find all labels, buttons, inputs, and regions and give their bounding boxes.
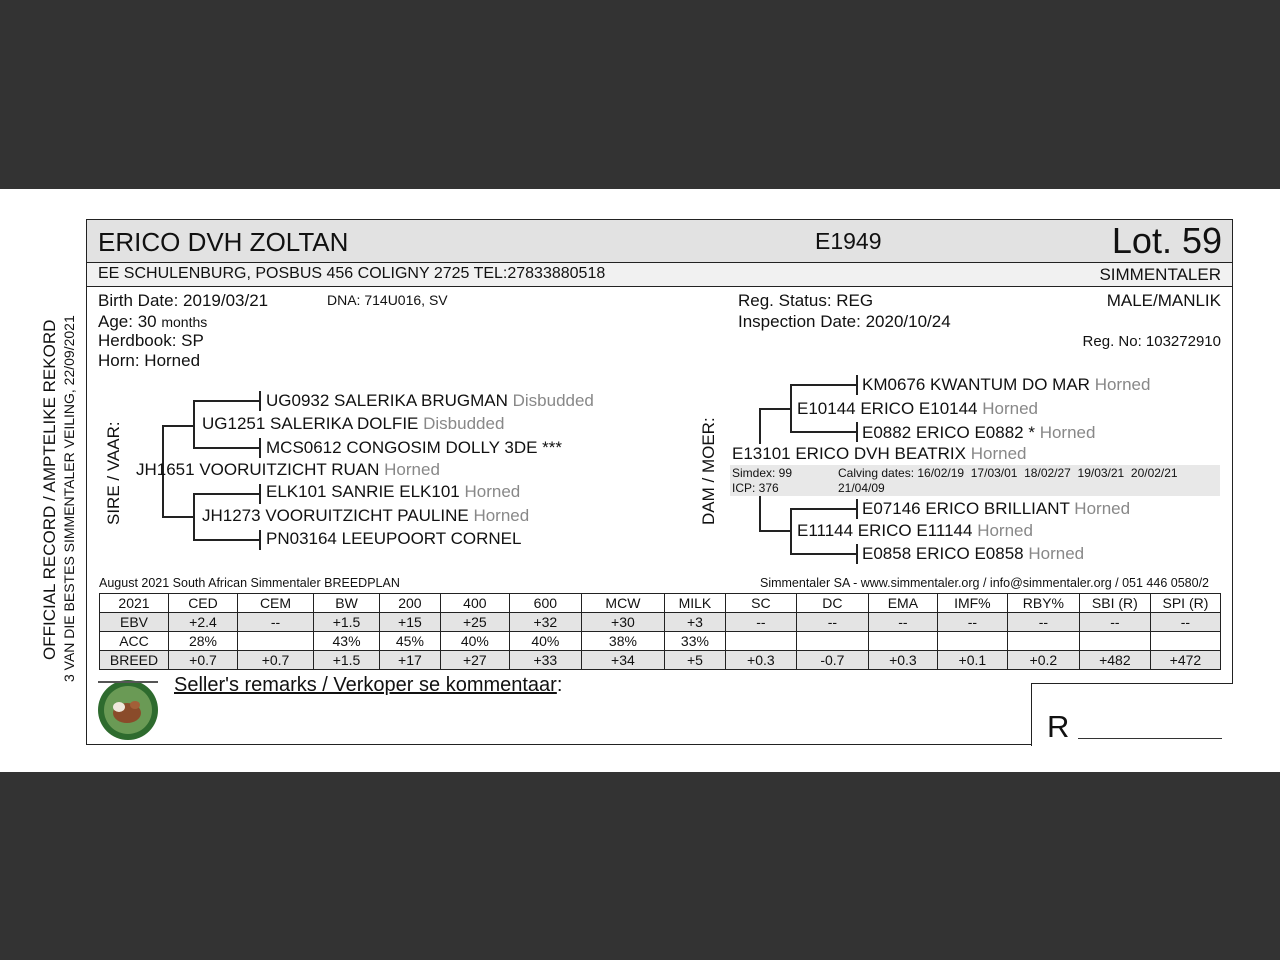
ancestor-name: E0858 ERICO E0858 (862, 544, 1024, 563)
dam-dam-dam (862, 544, 1084, 564)
table-cell: +0.2 (1007, 651, 1079, 670)
table-cell: +2.4 (168, 613, 237, 632)
age-unit: months (161, 314, 208, 330)
table-cell: +32 (509, 613, 581, 632)
ancestor-name: ELK101 SANRIE ELK101 (266, 482, 460, 501)
sex: MALE/MANLIK (1106, 291, 1221, 310)
inspection-date: Inspection Date: 2020/10/24 (738, 312, 951, 331)
table-cell: +33 (509, 651, 581, 670)
table-cell (796, 632, 868, 651)
table-row (100, 613, 1221, 632)
column-header: SPI (R) (1150, 594, 1220, 613)
ancestor-horn: Horned (473, 506, 530, 525)
calving-dates-cont: 21/04/09 (838, 481, 885, 495)
price-symbol: R (1047, 709, 1070, 744)
age (98, 312, 207, 332)
ancestor-name: E07146 ERICO BRILLIANT (862, 499, 1070, 518)
table-cell: -- (1079, 613, 1150, 632)
sire (136, 460, 440, 480)
pedigree-line (759, 530, 791, 532)
pedigree-line (193, 539, 259, 541)
table-cell: -- (1007, 613, 1079, 632)
dam (732, 444, 1027, 464)
ancestor-name: E10144 ERICO E10144 (797, 399, 978, 418)
ancestor-horn: Horned (384, 460, 440, 479)
column-header: DC (796, 594, 868, 613)
ancestor-horn: Horned (970, 444, 1027, 463)
animal-name: ERICO DVH ZOLTAN (98, 227, 349, 257)
reg-status: Reg. Status: REG (738, 291, 874, 310)
sire-dam (202, 506, 529, 526)
pedigree-line (790, 508, 792, 554)
seller-remarks-label: Seller's remarks / Verkoper se kommentaar (174, 674, 557, 696)
sire-dam-dam (266, 529, 521, 549)
simdex: Simdex: 99 (732, 466, 793, 480)
table-cell: 40% (440, 632, 509, 651)
birth-date: Birth Date: 2019/03/21 (98, 291, 269, 310)
table-cell: -- (725, 613, 796, 632)
breedplan-contact: Simmentaler SA - www.simmentaler.org / info@simmentaler.org / 051 446 0580/2 (759, 576, 1209, 590)
lot-number: Lot. 59 (1111, 220, 1222, 261)
table-cell: 28% (168, 632, 237, 651)
column-header: 400 (440, 594, 509, 613)
table-cell: +1.5 (314, 613, 380, 632)
ancestor-horn: Horned (977, 521, 1033, 540)
ancestor-horn: Horned (1039, 423, 1096, 442)
table-row (100, 632, 1221, 651)
dam-sire-dam (862, 423, 1095, 443)
ancestor-name: UG1251 SALERIKA DOLFIE (202, 414, 419, 433)
table-cell: 43% (314, 632, 380, 651)
pedigree-line (856, 422, 858, 442)
table-cell: 40% (509, 632, 581, 651)
table-cell: +25 (440, 613, 509, 632)
table-cell: +15 (379, 613, 440, 632)
column-header: MCW (581, 594, 664, 613)
table-cell: +5 (665, 651, 726, 670)
table-cell (1079, 632, 1150, 651)
column-header: CED (168, 594, 237, 613)
breedplan-source: August 2021 South African Simmentaler BREEDPLAN (99, 576, 400, 590)
table-cell (1007, 632, 1079, 651)
ancestor-name: E0882 ERICO E0882 * (862, 423, 1035, 442)
pedigree-line (790, 431, 856, 433)
table-row (100, 651, 1221, 670)
table-cell: BREED (100, 651, 169, 670)
column-header: BW (314, 594, 380, 613)
table-cell: +0.1 (937, 651, 1007, 670)
column-header: 2021 (100, 594, 169, 613)
table-cell: -- (1150, 613, 1220, 632)
ancestor-name: E11144 ERICO E11144 (797, 521, 973, 540)
seller-remarks (174, 674, 562, 697)
pedigree-line (193, 447, 259, 449)
sire-label: SIRE / VAAR: (104, 421, 123, 525)
ancestor-horn: Disbudded (512, 391, 594, 410)
table-cell: -0.7 (796, 651, 868, 670)
table-cell: +1.5 (314, 651, 380, 670)
pedigree-line (759, 496, 761, 531)
column-header: RBY% (1007, 594, 1079, 613)
dam-sire-sire (862, 375, 1150, 395)
pedigree-line (259, 530, 261, 550)
pedigree-line (856, 375, 858, 395)
official-record-text: OFFICIAL RECORD / AMPTELIKE REKORD (40, 319, 59, 660)
ancestor-horn: Horned (1074, 499, 1131, 518)
table-cell: 38% (581, 632, 664, 651)
table-cell: -- (237, 613, 313, 632)
table-cell: +3 (665, 613, 726, 632)
pedigree-line (790, 384, 856, 386)
horn-status: Horn: Horned (98, 351, 201, 370)
price-line (1078, 738, 1222, 739)
remarks-colon: : (556, 674, 563, 696)
reg-number: Reg. No: 103272910 (1082, 333, 1221, 350)
dam-dam-sire (862, 499, 1130, 519)
column-header: EMA (868, 594, 937, 613)
pedigree-line (259, 391, 261, 411)
column-header: 200 (379, 594, 440, 613)
table-cell: +0.7 (237, 651, 313, 670)
sire-sire (202, 414, 504, 434)
sire-dam-sire (266, 482, 520, 502)
table-cell (937, 632, 1007, 651)
table-cell: +27 (440, 651, 509, 670)
pedigree-line (193, 493, 259, 495)
table-cell (237, 632, 313, 651)
simmentaler-logo-icon (97, 679, 159, 741)
table-cell: +34 (581, 651, 664, 670)
table-cell: -- (868, 613, 937, 632)
table-cell: +0.3 (725, 651, 796, 670)
dam-sire (797, 399, 1038, 419)
table-cell: +17 (379, 651, 440, 670)
ancestor-horn: Horned (1028, 544, 1085, 563)
logo (97, 679, 159, 741)
ancestor-name: KM0676 KWANTUM DO MAR (862, 375, 1090, 394)
pedigree-line (162, 516, 194, 518)
herdbook: Herdbook: SP (98, 331, 204, 350)
pedigree-line (162, 425, 194, 427)
pedigree-line (790, 508, 856, 510)
table-cell: EBV (100, 613, 169, 632)
column-header: IMF% (937, 594, 1007, 613)
table-cell: +482 (1079, 651, 1150, 670)
table-cell (725, 632, 796, 651)
ebv-table (99, 593, 1221, 670)
pedigree-line (259, 484, 261, 504)
table-cell (868, 632, 937, 651)
column-header: CEM (237, 594, 313, 613)
dam-dam (797, 521, 1033, 541)
ancestor-name: PN03164 LEEUPOORT CORNEL (266, 529, 522, 548)
animal-id: E1949 (815, 228, 882, 254)
sire-sire-sire (266, 391, 594, 411)
age-value: Age: 30 (98, 312, 157, 331)
sire-sire-dam (266, 438, 562, 458)
pedigree-line (790, 553, 856, 555)
table-cell: +0.7 (168, 651, 237, 670)
table-cell: 45% (379, 632, 440, 651)
pedigree-line (193, 400, 195, 448)
pedigree-line (759, 408, 791, 410)
table-cell: -- (796, 613, 868, 632)
pedigree-line (193, 400, 259, 402)
breed: SIMMENTALER (1099, 265, 1221, 284)
table-cell: +0.3 (868, 651, 937, 670)
pedigree-line (759, 408, 761, 444)
ancestor-horn: Disbudded (423, 414, 505, 433)
breeder-info: EE SCHULENBURG, POSBUS 456 COLIGNY 2725 TEL:27833880518 (98, 265, 606, 282)
table-header-row (100, 594, 1221, 613)
column-header: SC (725, 594, 796, 613)
calving-dates: Calving dates: 16/02/19 17/03/01 18/02/27 19/03/21 20/02/21 (838, 466, 1178, 480)
auction-text: 3 VAN DIE BESTES SIMMENTALER VEILING, 22/09/2021 (61, 315, 77, 682)
column-header: 600 (509, 594, 581, 613)
pedigree-line (259, 438, 261, 458)
ancestor-horn: Horned (464, 482, 521, 501)
table-cell: +472 (1150, 651, 1220, 670)
ancestor-name: MCS0612 CONGOSIM DOLLY 3DE *** (266, 438, 563, 457)
table-cell: ACC (100, 632, 169, 651)
pedigree-line (856, 499, 858, 519)
table-cell: +30 (581, 613, 664, 632)
pedigree-line (193, 493, 195, 540)
ancestor-name: JH1273 VOORUITZICHT PAULINE (202, 506, 469, 525)
pedigree-line (856, 544, 858, 564)
column-header: SBI (R) (1079, 594, 1150, 613)
table-cell: 33% (665, 632, 726, 651)
ancestor-name: E13101 ERICO DVH BEATRIX (732, 444, 966, 463)
ancestor-horn: Horned (982, 399, 1039, 418)
icp: ICP: 376 (732, 481, 779, 495)
table-cell (1150, 632, 1220, 651)
ancestor-horn: Horned (1094, 375, 1151, 394)
ancestor-name: JH1651 VOORUITZICHT RUAN (136, 460, 380, 479)
column-header: MILK (665, 594, 726, 613)
table-cell: -- (937, 613, 1007, 632)
ancestor-name: UG0932 SALERIKA BRUGMAN (266, 391, 508, 410)
dna: DNA: 714U016, SV (327, 292, 448, 308)
dam-label: DAM / MOER: (699, 417, 718, 525)
